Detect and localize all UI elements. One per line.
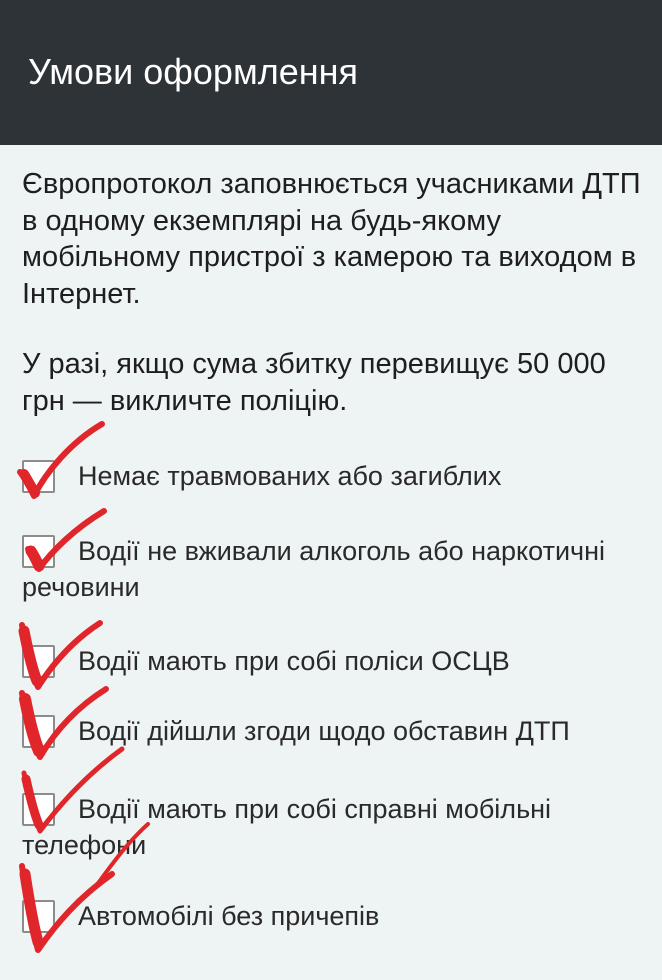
condition-label: Водії мають при собі справні мобільні телефони (22, 794, 552, 860)
condition-item-agreement[interactable] (22, 715, 647, 795)
condition-item-no-injured[interactable] (22, 460, 647, 540)
condition-item-no-alcohol[interactable] (22, 535, 647, 615)
police-notice-paragraph: У разі, якщо сума збитку перевищує 50 000 грн — викличте поліцію. (22, 348, 606, 417)
condition-label: Автомобілі без причепів (78, 901, 380, 931)
condition-label: Водії дійшли згоди щодо обставин ДТП (78, 716, 570, 746)
condition-label: Водії мають при собі поліси ОСЦВ (78, 646, 510, 676)
condition-item-phones[interactable] (22, 793, 647, 873)
condition-item-no-trailers[interactable] (22, 900, 647, 980)
condition-label: Водії не вживали алкоголь або наркотичні речовини (22, 536, 606, 602)
page-title: Умови оформлення (28, 51, 358, 92)
condition-label: Немає травмованих або загиблих (78, 461, 502, 491)
intro-paragraph: Європротокол заповнюється учасниками ДТП в одному екземплярі на будь-якому мобільному пристрої з камерою та виходом в Інтернет. (22, 168, 641, 310)
app-bar (0, 0, 662, 145)
